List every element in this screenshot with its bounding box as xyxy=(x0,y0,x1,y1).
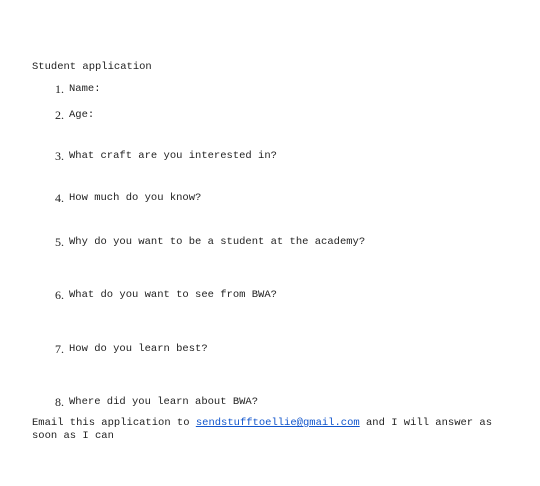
question-text: How much do you know? xyxy=(69,192,202,204)
question-text: How do you learn best? xyxy=(69,343,208,355)
question-text: Age: xyxy=(69,109,95,121)
footer-text-after: and I will answer as soon as I can xyxy=(32,417,493,442)
question-item xyxy=(0,82,540,96)
question-item xyxy=(0,149,540,163)
question-text: What craft are you interested in? xyxy=(69,150,277,162)
question-text: Where did you learn about BWA? xyxy=(69,396,259,408)
question-item xyxy=(0,342,540,356)
question-text: What do you want to see from BWA? xyxy=(69,289,277,301)
question-number: 4. xyxy=(55,191,64,205)
footer-instructions xyxy=(32,417,522,442)
question-number: 6. xyxy=(55,288,64,302)
footer-text-before: Email this application to xyxy=(32,417,190,429)
question-item xyxy=(0,108,540,122)
question-item xyxy=(0,235,540,249)
question-item xyxy=(0,288,540,302)
question-number: 5. xyxy=(55,235,64,249)
email-link[interactable]: sendstufftoellie@gmail.com xyxy=(195,417,360,429)
document-title: Student application xyxy=(32,61,152,73)
question-number: 7. xyxy=(55,342,64,356)
question-number: 1. xyxy=(55,82,64,96)
question-item xyxy=(0,191,540,205)
question-text: Why do you want to be a student at the academy? xyxy=(69,236,366,248)
question-number: 8. xyxy=(55,395,64,409)
question-item xyxy=(0,395,540,409)
question-text: Name: xyxy=(69,83,101,95)
question-number: 2. xyxy=(55,108,64,122)
question-number: 3. xyxy=(55,149,64,163)
